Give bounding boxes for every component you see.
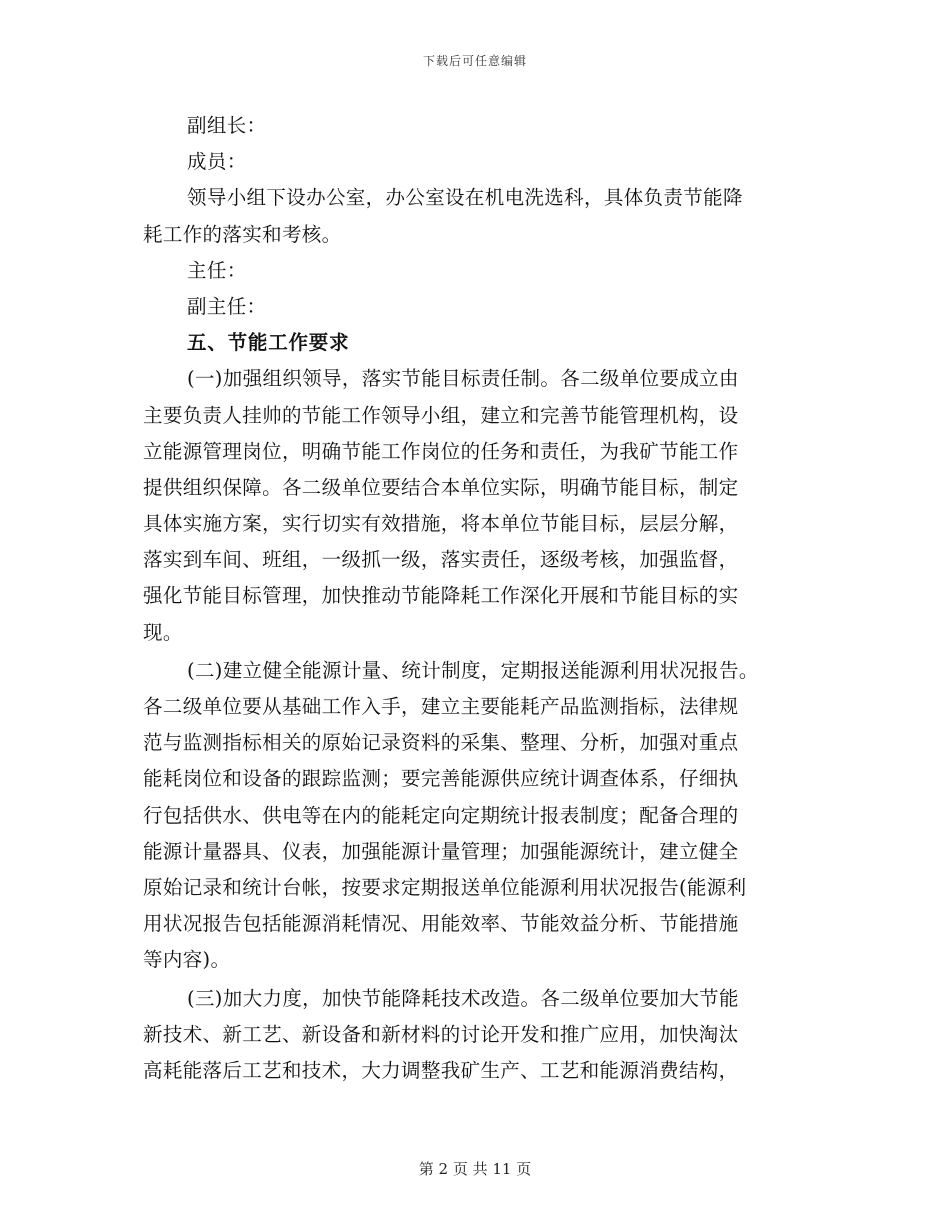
text-line: 各二级单位要从基础工作入手，建立主要能耗产品监测指标，法律规 [143,695,739,718]
document-body [143,108,808,1089]
text-line: 主任： [187,258,247,282]
text-line: 能源计量器具、仪表，加强能源计量管理；加强能源统计，建立健全 [143,839,739,863]
section-heading: 五、节能工作要求 [187,331,350,355]
text-line: 强化节能目标管理，加快推动节能降耗工作深化开展和节能目标的实 [143,584,739,608]
text-line: 立能源管理岗位，明确节能工作岗位的任务和责任，为我矿节能工作 [143,439,739,463]
text-line: (三)加大力度，加快节能降耗技术改造。各二级单位要加大节能 [187,986,739,1010]
text-line: (二)建立健全能源计量、统计制度，定期报送能源利用状况报告。 [187,658,759,682]
text-line: 提供组织保障。各二级单位要结合本单位实际，明确节能目标，制定 [143,475,739,499]
text-line: 能耗岗位和设备的跟踪监测；要完善能源供应统计调查体系，仔细执 [143,767,739,791]
text-line: 范与监测指标相关的原始记录资料的采集、整理、分析，加强对重点 [143,731,739,755]
text-line: 耗工作的落实和考核。 [143,222,342,246]
page-number: 第 2 页 共 11 页 [418,1160,532,1178]
text-line: 原始记录和统计台帐，按要求定期报送单位能源利用状况报告(能源利 [143,875,747,899]
text-line: 行包括供水、供电等在内的能耗定向定期统计报表制度；配备合理的 [143,803,739,827]
text-line: 新技术、新工艺、新设备和新材料的讨论开发和推广应用，加快淘汰 [143,1022,739,1046]
text-line: 主要负责人挂帅的节能工作领导小组，建立和完善节能管理机构，设 [143,403,739,427]
text-line: (一)加强组织领导，落实节能目标责任制。各二级单位要成立由 [187,367,739,391]
text-line: 成员： [187,150,247,174]
text-line: 用状况报告包括能源消耗情况、用能效率、节能效益分析、节能措施 [143,912,739,936]
header-note: 下载后可任意编辑 [422,54,527,68]
text-line: 高耗能落后工艺和技术，大力调整我矿生产、工艺和能源消费结构， [143,1058,739,1082]
text-line: 副主任： [187,294,267,318]
text-line: 领导小组下设办公室，办公室设在机电洗选科，具体负责节能降 [187,186,743,210]
text-line: 具体实施方案，实行切实有效措施，将本单位节能目标，层层分解， [143,512,739,536]
text-line: 等内容)。 [143,948,231,972]
text-line: 现。 [143,620,183,644]
text-line: 副组长： [187,114,267,137]
text-line: 落实到车间、班组，一级抓一级，落实责任，逐级考核，加强监督， [143,548,739,572]
